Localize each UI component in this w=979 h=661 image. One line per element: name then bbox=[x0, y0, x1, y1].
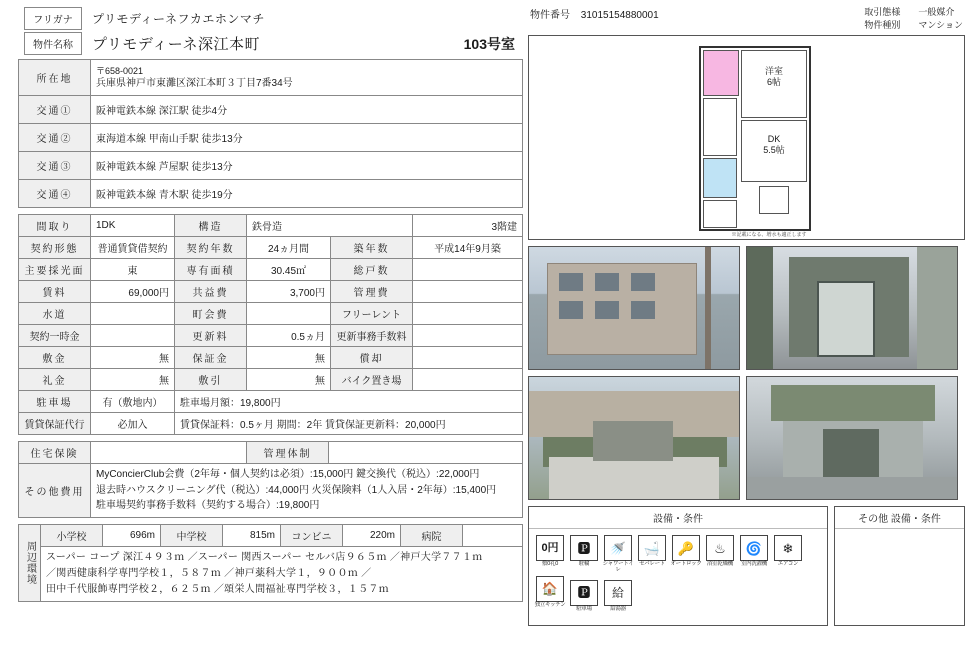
insurance-management-table bbox=[18, 441, 523, 464]
choukai-value bbox=[247, 303, 331, 325]
property-number bbox=[530, 6, 659, 32]
koushin-tesuu-value bbox=[413, 325, 523, 347]
koushin-label: 更新料 bbox=[175, 325, 247, 347]
table-row bbox=[19, 237, 523, 259]
hoshoukin-value: 無 bbox=[247, 347, 331, 369]
souko-label: 総戸数 bbox=[331, 259, 413, 281]
aircon-icon bbox=[774, 535, 802, 561]
equip-item-10[interactable] bbox=[602, 580, 634, 613]
koushin-value: 0.5ヵ月 bbox=[247, 325, 331, 347]
property-type-label: 物件種別 bbox=[864, 20, 901, 31]
equip-caption-6: 室内洗濯機 bbox=[740, 561, 767, 568]
table-row bbox=[19, 442, 523, 464]
chushajo-detail: 駐車場月額：19,800円 bbox=[175, 391, 523, 413]
washer-space-icon bbox=[740, 535, 768, 561]
senyu-label: 専有面積 bbox=[175, 259, 247, 281]
left-column bbox=[18, 6, 523, 654]
table-row bbox=[19, 413, 523, 435]
bike-label: バイク置き場 bbox=[331, 369, 413, 391]
property-type-row bbox=[864, 19, 963, 32]
exterior-photo-2[interactable] bbox=[528, 376, 740, 500]
environment-table bbox=[18, 524, 523, 602]
kitchen-icon bbox=[536, 576, 564, 602]
ichijikin-label: 契約一時金 bbox=[19, 325, 91, 347]
access-3-label: 交通③ bbox=[19, 152, 91, 180]
equipment-panel bbox=[528, 506, 828, 626]
kaidate-value: 3階建 bbox=[413, 215, 523, 237]
access-4-label: 交通④ bbox=[19, 180, 91, 208]
photo-grid bbox=[528, 246, 965, 500]
kyoueki-label: 共益費 bbox=[175, 281, 247, 303]
shop-line-2: ／関西健康科学専門学校１，５８７ｍ ／神戸薬科大学１，９００ｍ ／ bbox=[46, 567, 372, 579]
nensuu-label: 契約年数 bbox=[175, 237, 247, 259]
parking-bicycle-glyph: 🅿 bbox=[577, 540, 591, 556]
entrance-photo-1[interactable] bbox=[746, 246, 958, 370]
other-fees-value bbox=[91, 464, 523, 518]
equip-caption-1: 駐輪 bbox=[578, 561, 590, 568]
equip-item-7[interactable] bbox=[772, 535, 804, 574]
saikou-label: 主要採光面 bbox=[19, 259, 91, 281]
table-row bbox=[19, 281, 523, 303]
reikin-label: 礼金 bbox=[19, 369, 91, 391]
equipment-title: 設備・条件 bbox=[529, 507, 827, 529]
aircon-glyph: ❄ bbox=[782, 540, 794, 556]
other-equipment-title: その他 設備・条件 bbox=[835, 507, 964, 529]
kouzou-value: 鉄骨造 bbox=[247, 215, 413, 237]
zero-money-icon bbox=[536, 535, 564, 561]
youshitsu-size: 6帖 bbox=[766, 77, 781, 88]
address-value bbox=[91, 60, 523, 96]
shikikin-label: 敷金 bbox=[19, 347, 91, 369]
shoukyaku-label: 償却 bbox=[331, 347, 413, 369]
keiyaku-label: 契約形態 bbox=[19, 237, 91, 259]
chushajo-value: 有（敷地内） bbox=[91, 391, 175, 413]
floorplan-bath bbox=[703, 158, 737, 198]
hoshou-label: 賃貸保証代行 bbox=[19, 413, 91, 435]
exterior-photo-1[interactable] bbox=[528, 246, 740, 370]
equip-caption-5: 浴室乾燥機 bbox=[706, 561, 733, 568]
parking-car-glyph: 🅿 bbox=[577, 585, 591, 601]
equip-item-1[interactable] bbox=[568, 535, 600, 574]
equip-item-0[interactable] bbox=[534, 535, 566, 574]
saikou-value: 東 bbox=[91, 259, 175, 281]
transaction-type-label: 取引態様 bbox=[864, 7, 901, 17]
bath-dryer-glyph: ♨ bbox=[714, 540, 726, 556]
separate-bath-icon bbox=[638, 535, 666, 561]
other-fees-label: その他費用 bbox=[19, 464, 91, 518]
environment-vertical-label: 周辺環境 bbox=[24, 540, 36, 585]
chikunen-value: 平成14年9月築 bbox=[413, 237, 523, 259]
property-number-label: 物件番号 bbox=[530, 10, 570, 21]
bottom-row bbox=[528, 506, 965, 626]
school-elementary-label: 小学校 bbox=[41, 524, 103, 546]
shower-toilet-icon bbox=[604, 535, 632, 561]
other-fee-line-3: 駐車場契約事務手数料（契約する場合）:19,800円 bbox=[96, 500, 320, 511]
other-equipment-panel bbox=[834, 506, 965, 626]
right-column bbox=[528, 6, 965, 654]
equip-item-2[interactable] bbox=[602, 535, 634, 574]
kouzou-label: 構造 bbox=[175, 215, 247, 237]
ichijikin-value bbox=[91, 325, 175, 347]
kana-label: フリガナ bbox=[24, 7, 82, 30]
equip-item-8[interactable] bbox=[534, 576, 566, 613]
kanri-taisei-label: 管理体制 bbox=[247, 442, 329, 464]
floorplan-panel bbox=[528, 35, 965, 240]
auto-lock-glyph: 🔑 bbox=[677, 540, 695, 556]
environment-label bbox=[19, 524, 41, 601]
equip-caption-9: 駐車場 bbox=[576, 605, 592, 612]
school-junior-value: 815m bbox=[223, 524, 281, 546]
hospital-value bbox=[463, 524, 523, 546]
kitchen-glyph: 🏠 bbox=[541, 581, 559, 597]
shikibiki-label: 敷引 bbox=[175, 369, 247, 391]
dk-name: DK bbox=[767, 134, 781, 145]
shoukyaku-value bbox=[413, 347, 523, 369]
equip-caption-2: シャワートイレ bbox=[602, 561, 634, 573]
transaction-meta bbox=[864, 6, 963, 32]
floorplan-toilet bbox=[759, 186, 789, 214]
gas-icon bbox=[604, 580, 632, 606]
equip-caption-0: 敷0礼0 bbox=[542, 561, 558, 568]
equip-item-6[interactable] bbox=[738, 535, 770, 574]
hospital-label: 病院 bbox=[401, 524, 463, 546]
spec-table bbox=[18, 214, 523, 435]
madori-value: 1DK bbox=[91, 215, 175, 237]
gas-glyph: 給 bbox=[611, 585, 624, 600]
shop-line-3: 田中千代服飾専門学校２，６２５ｍ ／頌栄人間福祉専門学校３，１５７ｍ bbox=[46, 583, 389, 595]
shop-line-1: スーパー コープ 深江４９３ｍ ／スーパー 関西スーパー セルバ店９６５ｍ ／神戸大学７７１ｍ bbox=[46, 551, 483, 563]
equip-item-3[interactable] bbox=[636, 535, 668, 574]
madori-label: 間取り bbox=[19, 215, 91, 237]
equip-caption-8: 独立キッチン bbox=[534, 601, 566, 608]
equip-item-9[interactable] bbox=[568, 580, 600, 613]
parking-bicycle-icon bbox=[570, 535, 598, 561]
kana-value: プリモディーネフカエホンマチ bbox=[92, 12, 265, 26]
other-fees-table bbox=[18, 463, 523, 518]
equipment-icon-grid bbox=[529, 529, 827, 612]
address-zip: 〒658-0021 bbox=[96, 65, 144, 76]
property-name-row bbox=[18, 31, 523, 56]
equip-caption-3: セパレート bbox=[638, 561, 665, 568]
room-number: 103号室 bbox=[463, 35, 515, 52]
table-row bbox=[19, 259, 523, 281]
keiyaku-value: 普通賃貸借契約 bbox=[91, 237, 175, 259]
property-type-value: マンション bbox=[918, 20, 963, 31]
entrance-photo-2[interactable] bbox=[746, 376, 958, 500]
kyoueki-value: 3,700円 bbox=[247, 281, 331, 303]
table-row bbox=[19, 124, 523, 152]
chinryo-label: 賃料 bbox=[19, 281, 91, 303]
kanri-taisei-value bbox=[329, 442, 523, 464]
freerent-value bbox=[413, 303, 523, 325]
bath-dryer-icon bbox=[706, 535, 734, 561]
property-number-value: 31015154880001 bbox=[580, 10, 659, 21]
senyu-value: 30.45㎡ bbox=[247, 259, 331, 281]
table-row bbox=[19, 96, 523, 124]
zero-money-glyph: 0円 bbox=[541, 541, 559, 554]
table-row bbox=[19, 325, 523, 347]
table-row bbox=[19, 347, 523, 369]
chushajo-label: 駐車場 bbox=[19, 391, 91, 413]
freerent-label: フリーレント bbox=[331, 303, 413, 325]
right-header bbox=[528, 6, 965, 35]
property-name-label: 物件名称 bbox=[24, 32, 82, 55]
other-fee-line-2: 退去時ハウスクリーニング代（税込）:44,000円 火災保険料（1人入居・2年毎）:15,400円 bbox=[96, 484, 497, 496]
address-access-table bbox=[18, 59, 523, 208]
transaction-type-value: 一般媒介 bbox=[918, 7, 955, 17]
shower-toilet-glyph: 🚿 bbox=[609, 540, 627, 556]
reikin-value: 無 bbox=[91, 369, 175, 391]
table-row bbox=[19, 546, 523, 601]
souko-value bbox=[413, 259, 523, 281]
floorplan-note: ※記載になる、増水も適正します bbox=[731, 232, 807, 239]
access-2-label: 交通② bbox=[19, 124, 91, 152]
floorplan-entry bbox=[703, 98, 737, 156]
choukai-label: 町会費 bbox=[175, 303, 247, 325]
chikunen-label: 築年数 bbox=[331, 237, 413, 259]
equip-caption-4: オートロック bbox=[670, 561, 702, 568]
table-row bbox=[19, 391, 523, 413]
floorplan-balcony-strip bbox=[703, 50, 739, 96]
jutaku-hoken-label: 住宅保険 bbox=[19, 442, 91, 464]
floorplan-drawing bbox=[529, 36, 964, 239]
parking-car-icon bbox=[570, 580, 598, 606]
access-2-value: 東海道本線 甲南山手駅 徒歩13分 bbox=[91, 124, 523, 152]
table-row bbox=[19, 180, 523, 208]
floorplan-balcony bbox=[703, 200, 737, 228]
washer-space-glyph: 🌀 bbox=[745, 540, 763, 556]
equip-item-4[interactable] bbox=[670, 535, 702, 574]
table-row bbox=[19, 524, 523, 546]
dk-size: 5.5帖 bbox=[763, 145, 785, 156]
suidou-label: 水道 bbox=[19, 303, 91, 325]
address-label: 所在地 bbox=[19, 60, 91, 96]
property-name-value: プリモディーネ深江本町 bbox=[92, 36, 260, 53]
access-4-value: 阪神電鉄本線 青木駅 徒歩19分 bbox=[91, 180, 523, 208]
table-row bbox=[19, 464, 523, 518]
other-fee-line-1: MyConcierClub会費（2年毎・個人契約は必須）:15,000円 鍵交換代（税込）:22,000円 bbox=[96, 469, 480, 480]
floorplan-dk-label bbox=[741, 134, 807, 157]
auto-lock-icon bbox=[672, 535, 700, 561]
table-row bbox=[19, 152, 523, 180]
access-3-value: 阪神電鉄本線 芦屋駅 徒歩13分 bbox=[91, 152, 523, 180]
kanri-value bbox=[413, 281, 523, 303]
access-1-label: 交通① bbox=[19, 96, 91, 124]
nensuu-value: 24ヵ月間 bbox=[247, 237, 331, 259]
bike-value bbox=[413, 369, 523, 391]
equip-item-5[interactable] bbox=[704, 535, 736, 574]
table-row bbox=[19, 215, 523, 237]
youshitsu-name: 洋室 bbox=[764, 66, 783, 77]
convenience-value: 220m bbox=[343, 524, 401, 546]
suidou-value bbox=[91, 303, 175, 325]
hoshou-detail: 賃貸保証料：0.5ヶ月 期間：2年 賃貸保証更新料：20,000円 bbox=[175, 413, 523, 435]
table-row bbox=[19, 60, 523, 96]
floorplan-youshitsu-label bbox=[741, 66, 807, 89]
table-row bbox=[19, 303, 523, 325]
hoshou-value: 必加入 bbox=[91, 413, 175, 435]
transaction-type-row bbox=[864, 6, 963, 19]
convenience-label: コンビニ bbox=[281, 524, 343, 546]
chinryo-value: 69,000円 bbox=[91, 281, 175, 303]
nearby-shops bbox=[41, 546, 523, 601]
equip-caption-10: 給湯器 bbox=[610, 605, 626, 612]
kanri-label: 管理費 bbox=[331, 281, 413, 303]
address-line: 兵庫県神戸市東灘区深江本町３丁目7番34号 bbox=[96, 77, 293, 89]
hoshoukin-label: 保証金 bbox=[175, 347, 247, 369]
school-elementary-value: 696m bbox=[103, 524, 161, 546]
table-row bbox=[19, 369, 523, 391]
jutaku-hoken-value bbox=[91, 442, 247, 464]
koushin-tesuu-label: 更新事務手数料 bbox=[331, 325, 413, 347]
kana-row bbox=[18, 6, 523, 31]
shikibiki-value: 無 bbox=[247, 369, 331, 391]
school-junior-label: 中学校 bbox=[161, 524, 223, 546]
separate-bath-glyph: 🛁 bbox=[643, 540, 661, 556]
shikikin-value: 無 bbox=[91, 347, 175, 369]
access-1-value: 阪神電鉄本線 深江駅 徒歩4分 bbox=[91, 96, 523, 124]
equip-caption-7: エアコン bbox=[777, 561, 799, 568]
